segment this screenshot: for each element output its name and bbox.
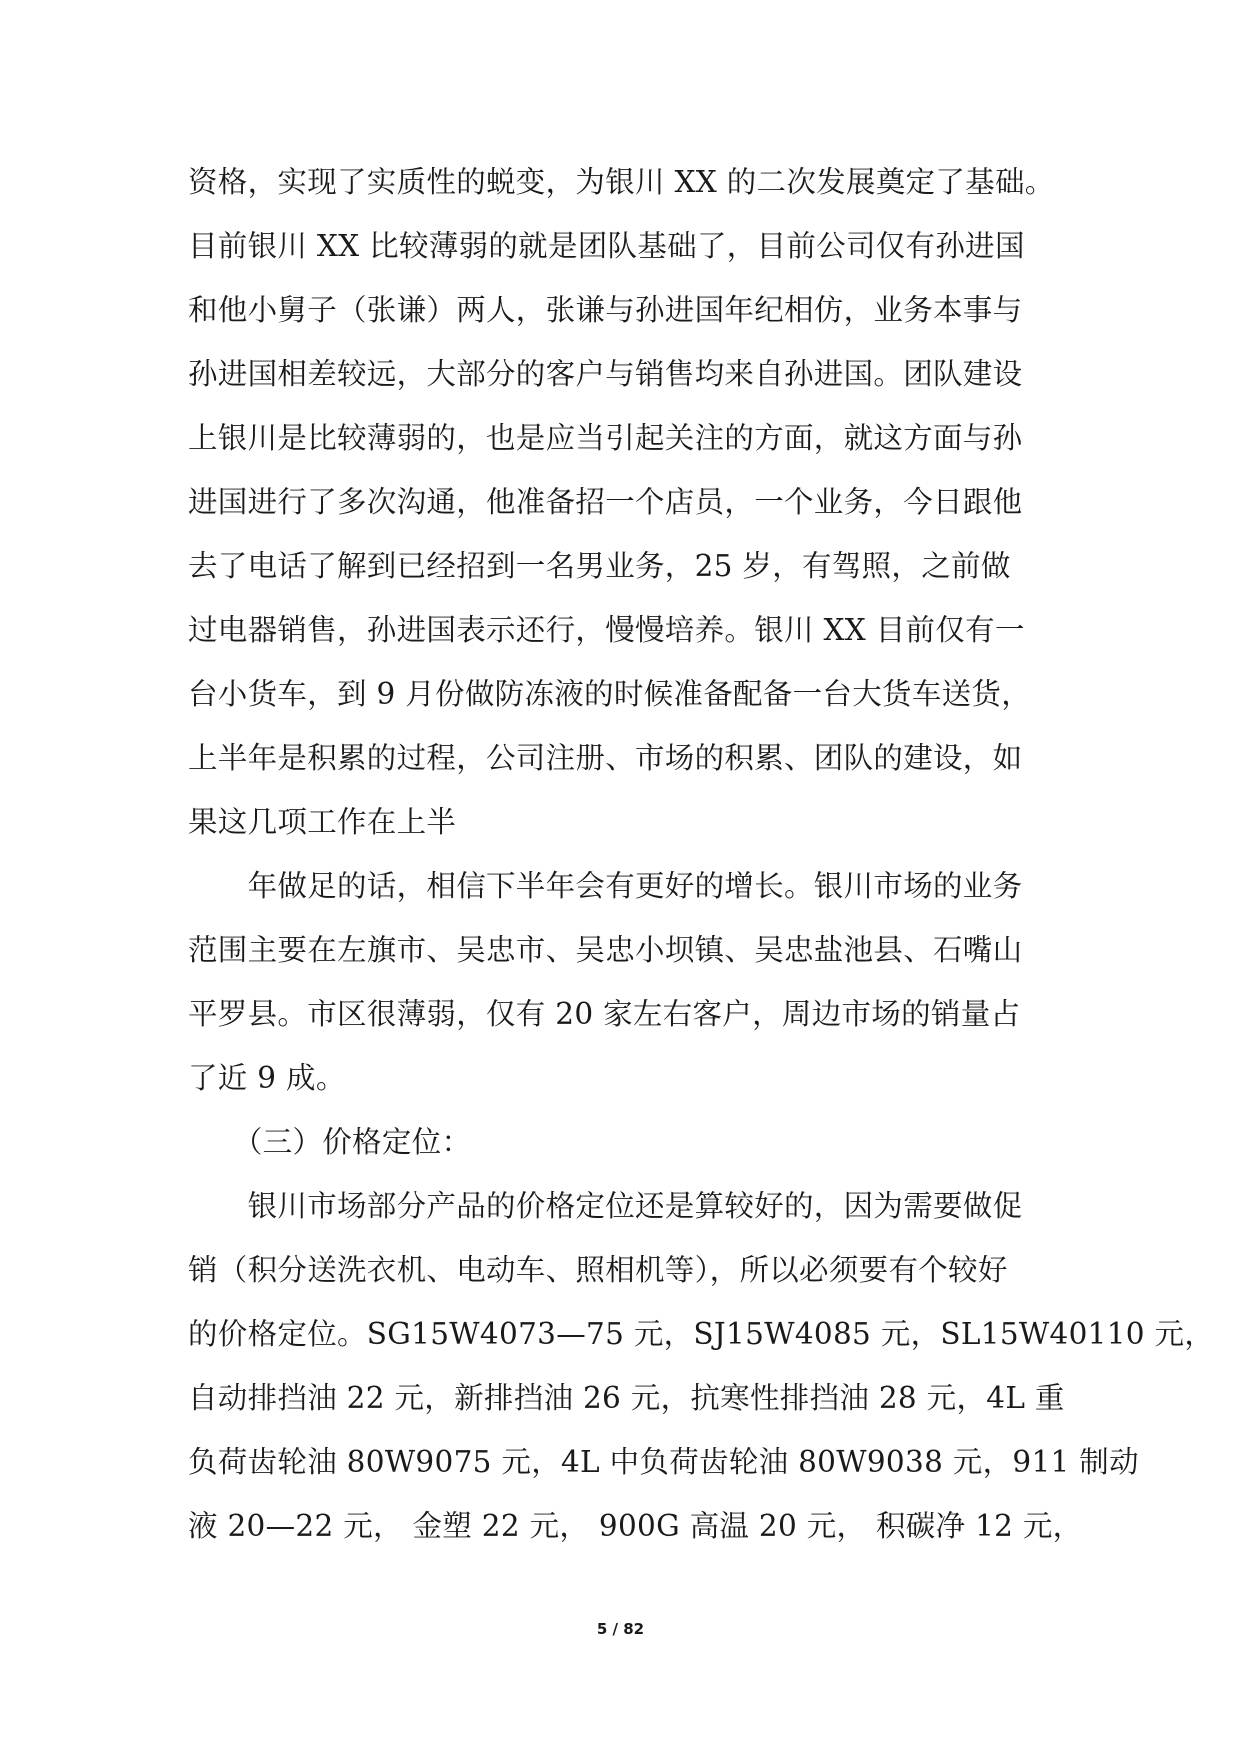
text-line: 自动排挡油 22 元，新排挡油 26 元，抗寒性排挡油 28 元，4L 重 <box>188 1381 1065 1415</box>
text-line: 目前银川 XX 比较薄弱的就是团队基础了，目前公司仅有孙进国 <box>188 229 1025 263</box>
text-line: 资格，实现了实质性的蜕变，为银川 XX 的二次发展奠定了基础。 <box>188 165 1055 199</box>
text-line: 年做足的话，相信下半年会有更好的增长。银川市场的业务 <box>188 869 1023 903</box>
text-line: 负荷齿轮油 80W9075 元，4L 中负荷齿轮油 80W9038 元，911 制动 <box>188 1445 1139 1479</box>
page-number: 5 / 82 <box>596 1620 645 1638</box>
text-line: 范围主要在左旗市、吴忠市、吴忠小坝镇、吴忠盐池县、石嘴山 <box>188 933 1023 967</box>
text-line: 孙进国相差较远，大部分的客户与销售均来自孙进国。团队建设 <box>188 357 1023 391</box>
text-line: 了近 9 成。 <box>188 1061 346 1095</box>
text-line: 银川市场部分产品的价格定位还是算较好的，因为需要做促 <box>188 1189 1023 1223</box>
text-line: 平罗县。市区很薄弱，仅有 20 家左右客户，周边市场的销量占 <box>188 997 1021 1031</box>
text-line: 上半年是积累的过程，公司注册、市场的积累、团队的建设，如 <box>188 741 1023 775</box>
text-line: 和他小舅子（张谦）两人，张谦与孙进国年纪相仿，业务本事与 <box>188 293 1023 327</box>
text-line: 液 20—22 元， 金塑 22 元， 900G 高温 20 元， 积碳净 12 元， <box>188 1509 1083 1543</box>
text-line: 进国进行了多次沟通，他准备招一个店员，一个业务，今日跟他 <box>188 485 1023 519</box>
body-text <box>188 150 1215 1558</box>
section-heading: （三）价格定位： <box>188 1125 472 1159</box>
text-line: 过电器销售，孙进国表示还行，慢慢培养。银川 XX 目前仅有一 <box>188 613 1025 647</box>
text-line: 销（积分送洗衣机、电动车、照相机等），所以必须要有个较好 <box>188 1253 1008 1287</box>
text-line: 果这几项工作在上半 <box>188 805 457 839</box>
text-line: 去了电话了解到已经招到一名男业务，25 岁，有驾照，之前做 <box>188 549 1011 583</box>
text-line: 台小货车，到 9 月份做防冻液的时候准备配备一台大货车送货， <box>188 677 1032 711</box>
text-line: 的价格定位。SG15W4073—75 元，SJ15W4085 元，SL15W40110 元， <box>188 1317 1215 1351</box>
text-line: 上银川是比较薄弱的，也是应当引起关注的方面，就这方面与孙 <box>188 421 1023 455</box>
